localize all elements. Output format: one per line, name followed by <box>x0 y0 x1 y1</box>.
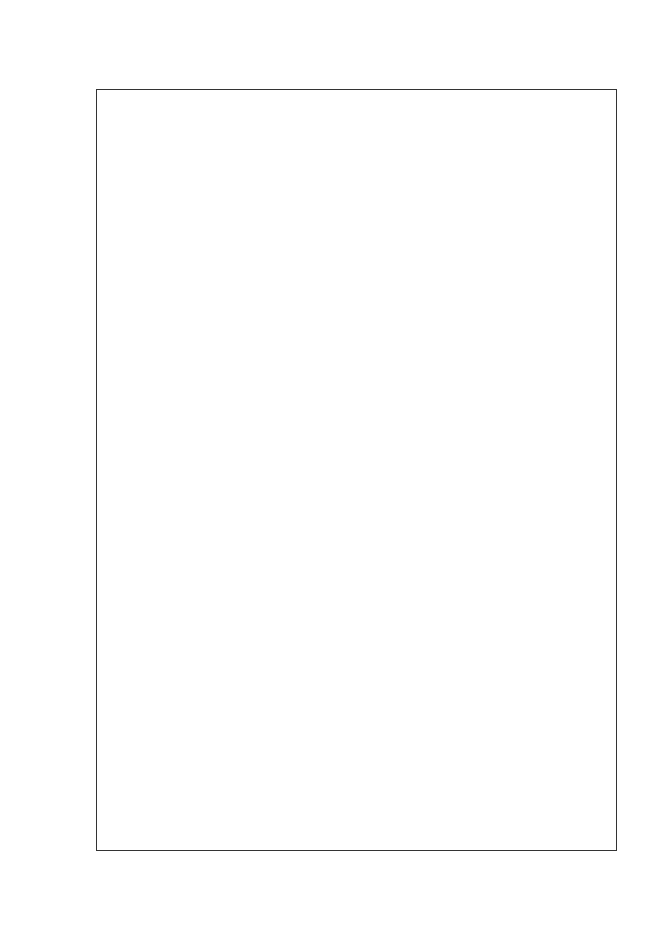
dimensions-table <box>96 89 617 851</box>
